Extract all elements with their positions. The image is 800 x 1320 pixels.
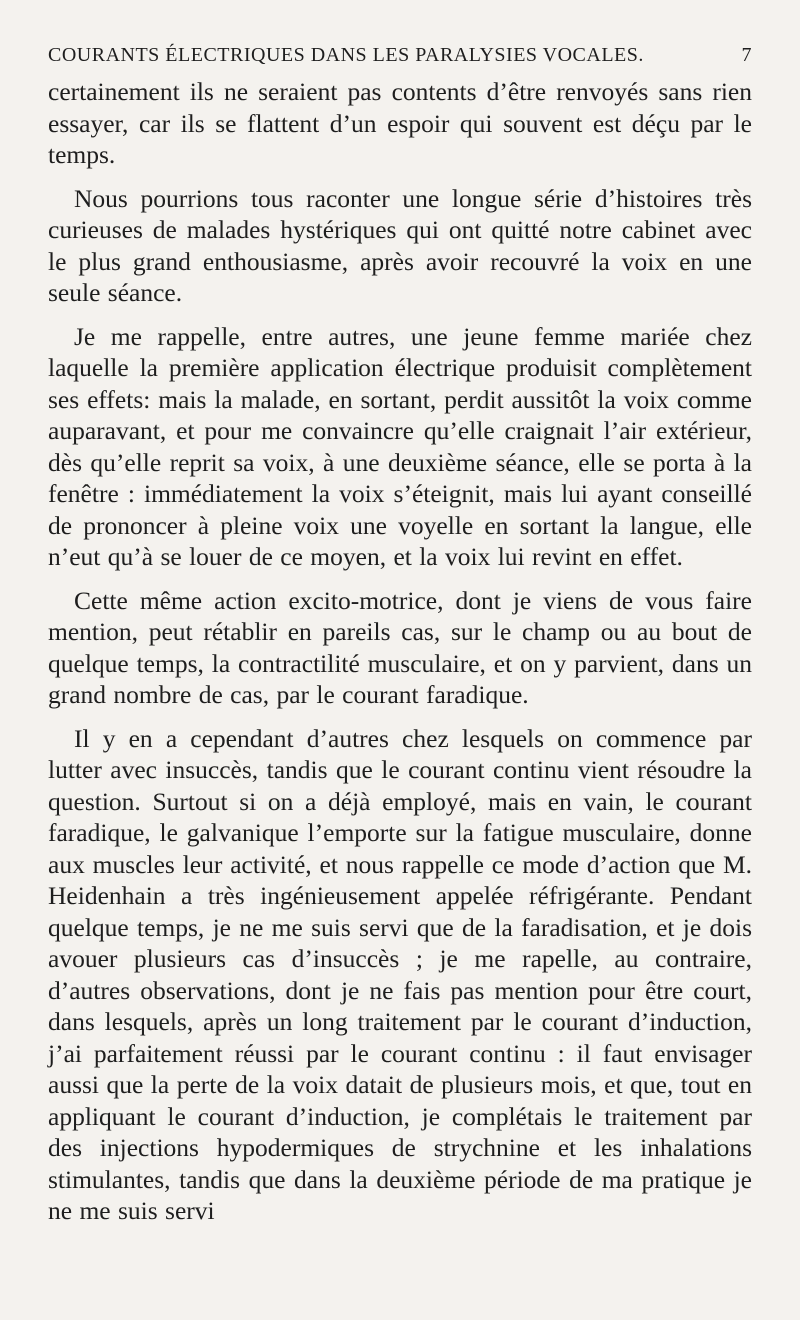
page-number: 7 [741, 44, 752, 66]
paragraph: Il y en a cependant d’autres chez lesquels on commence par lutter avec insuccès, tandis que le courant continu vient résoudre la question. Surtout si on a déjà employé, mais en vain, le courant faradique, le galvanique l’emporte sur la fatigue musculaire, donne aux muscles leur activité, et nous rappelle ce mode d’action que M. Heidenhain a très ingénieusement appelée réfrigérante. Pendant quelque temps, je ne me suis servi que de la faradisation, et je dois avouer plusieurs cas d’insuccès ; je me rapelle, au contraire, d’autres observations, dont je ne fais pas mention pour être court, dans lesquels, après un long traitement par le courant d’induction, j’ai parfaitement réussi par le courant continu : il faut envisager aussi que la perte de la voix datait de plusieurs mois, et que, tout en appliquant le courant d’induction, je complétais le traitement par des injections hypodermiques de strychnine et les inhalations stimulantes, tandis que dans la deuxième période de ma pratique je ne me suis servi [48, 723, 752, 1225]
paragraph: Je me rappelle, entre autres, une jeune femme mariée chez laquelle la première application électrique produisit complètement ses effets: mais la malade, en sortant, perdit aussitôt la voix comme auparavant, et pour me convaincre qu’elle craignait l’air extérieur, dès qu’elle reprit sa voix, à une deuxième séance, elle se porta à la fenêtre : immédiatement la voix s’éteignit, mais lui ayant conseillé de prononcer à pleine voix une voyelle en sortant la langue, elle n’eut qu’à se louer de ce moyen, et la voix lui revint en effet. [48, 321, 752, 571]
paragraph: Nous pourrions tous raconter une longue série d’histoires très curieuses de malades hystériques qui ont quitté notre cabinet avec le plus grand enthousiasme, après avoir recouvré la voix en une seule séance. [48, 183, 752, 307]
running-title: COURANTS ÉLECTRIQUES DANS LES PARALYSIES VOCALES. [48, 44, 644, 66]
paragraph: certainement ils ne seraient pas contents d’être renvoyés sans rien essayer, car ils se flattent d’un espoir qui souvent est déçu par le temps. [48, 77, 752, 169]
running-header [48, 38, 752, 70]
paragraph: Cette même action excito-motrice, dont je viens de vous faire mention, peut rétablir en pareils cas, sur le champ ou au bout de quelque temps, la contractilité musculaire, et on y parvient, dans un grand nombre de cas, par le courant faradique. [48, 585, 752, 709]
body-text [48, 76, 752, 1227]
